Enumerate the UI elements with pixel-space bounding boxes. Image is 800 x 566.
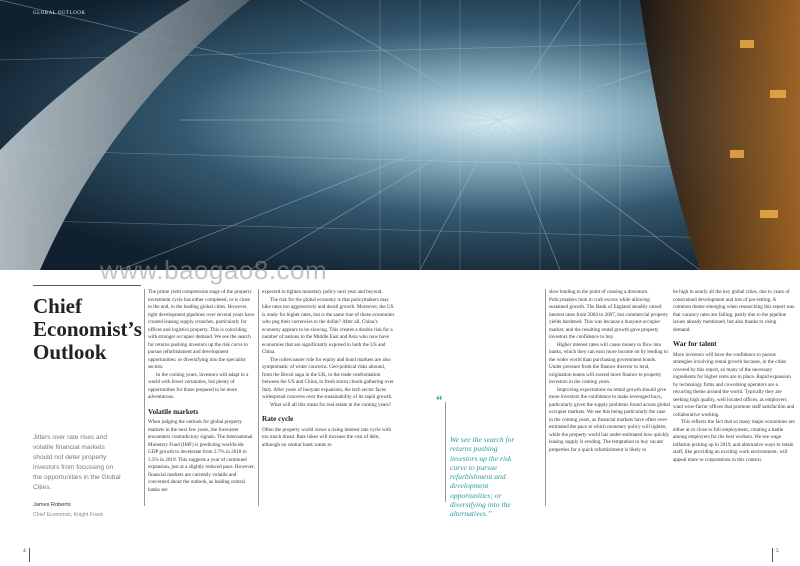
- body-column-1: [144, 289, 255, 506]
- page-number-right: 5: [772, 548, 779, 562]
- paragraph: In the coming years, investors will adapt to a world with fewer certainties, but plenty of opportunities for those prepared to be more adventurous.: [148, 371, 249, 400]
- watermark: www.baogao8.com: [100, 255, 328, 285]
- page-number-left: 4: [23, 548, 30, 562]
- paragraph: What will all this mean for real estate in the coming years?: [270, 401, 392, 408]
- paragraph: Higher interest rates will cause money to flow into banks, which they can earn more income on by lending to the wider world than purchasing government bonds. Under pressure from the finance director to lend, origination teams will extend more finance to property investors in the coming years.: [549, 341, 668, 385]
- paragraph: Improving expectations on rental growth should give more investors the confidence to make leveraged buys, particularly given the supply problems found across global occupier markets. We see this being particularly the case in the coming years, as financial markets have often over-estimated the pace at which monetary policy will tighten, while the property world has under-estimated how quickly leasing supply is eroding. The temptation to buy vacant properties for a quick refurbishment is likely to: [549, 386, 670, 453]
- article-title: Chief Economist’s Outlook: [33, 285, 141, 364]
- body-column-2: [258, 289, 396, 506]
- paragraph: More investors will have the confidence to pursue strategies involving rental growth because, in the cities covered by this report, so many of the necessary ingredients for higher rents are in place. Rapid expansion by technology firms and coworking operators are a recurring theme around the world. Typically they are seeking high quality, well located offices, as employers want wow-factor offices that promote staff satisfaction and collaborative working.: [673, 351, 795, 418]
- paragraph: be high in nearly all the key global cities, due to years of constrained development and lots of pre-letting. A common theme emerging when researching this report was that vacancy rates are falling, partly due to the pipeline issues already mentioned, but also thanks to rising demand.: [673, 289, 795, 333]
- quote-mark-icon: “: [436, 392, 443, 407]
- section-heading: Volatile markets: [148, 407, 199, 416]
- body-column-3: [545, 289, 670, 506]
- author-name: James Roberts: [33, 502, 71, 508]
- section-heading: Rate cycle: [262, 415, 294, 423]
- paragraph: The risk for the global economy is that policymakers may hike rates too aggressively and derail growth. Moreover, the US is ready for higher rates, but is the same true of those economies who peg their currencies to the dollar? After all, China’s economy appears to be slowing. This creates a double risk for a number of nations in the Middle East and Asia who now have economies that are significantly exposed to both the US and China.: [262, 296, 395, 355]
- running-header: GLOBAL OUTLOOK: [33, 11, 86, 16]
- atrium-photo: [0, 0, 800, 270]
- pull-quote: We see the search for returns pushing investors up the risk curve to pursue refurbishment and development opportunities; or diversifying into the alternatives.”: [445, 402, 525, 502]
- paragraph: The prime yield compression stage of the property investment cycle has either completed, or is close to the end, in the leading global cities. However, tight development pipelines over several years have created leasing supply crunches, particularly for offices and logistics property. This is coinciding with stronger occupier demand. We see the search for returns pushing investors up the risk curve to pursue refurbishment and development opportunities; or diversifying into the specialist sectors.: [148, 289, 255, 370]
- paragraph: This reflects the fact that so many major economies are either at or close to full employment, creating a battle among employers for the best workers. We see wage inflation picking up in 2019, and alternative ways to retain staff, like providing an exciting work environment, will appeal more to corporations in this context.: [673, 419, 795, 463]
- paragraph: Often the property world views a rising interest rate cycle with too much dread. Rate hikes will increase the cost of debt, although no central bank wants to: [262, 426, 392, 448]
- standfirst: Jitters over rate rises and volatile financial markets should not deter property investors from focussing on the opportunities in the Global Cities.: [33, 434, 121, 491]
- paragraph: The rollercoaster ride for equity and bond markets are also symptomatic of wider concerns. Geo-political risks abound, from the Brexit saga in the UK, to the trade confrontation between the US and China, to fresh storm clouds gathering over Italy. After years of buoyant expansion, the tech sector faces widespread concerns over the sustainability of its rapid growth.: [262, 356, 394, 400]
- body-column-4: [673, 289, 795, 506]
- paragraph: slow lending to the point of causing a downturn. Policymakers look to curb excess while allowing sustained growth. The Bank of England steadily raised interest rates from 2004 to 2007, but commercial property yields hardened. This was because a buoyant occupier market, and the resulting rental growth gave property investors the confidence to buy.: [549, 289, 669, 340]
- glass-atrium-illustration: [0, 0, 800, 270]
- paragraph: expected to tighten monetary policy next year and beyond.: [262, 289, 383, 295]
- author-role: Chief Economist, Knight Frank: [33, 512, 104, 518]
- section-heading: War for talent: [673, 340, 717, 348]
- paragraph: When judging the outlook for global property markets in the next few years, the forecaster encounters contradictory signals. The International Monetary Fund (IMF) is predicting worldwide GDP growth to decelerate from 3.7% in 2018 to 3.5% in 2019. This suggests a year of continued expansion, just at a slightly reduced pace. However, financial markets are currently volatile and concerned about the outlook, as leading central banks are: [148, 419, 255, 493]
